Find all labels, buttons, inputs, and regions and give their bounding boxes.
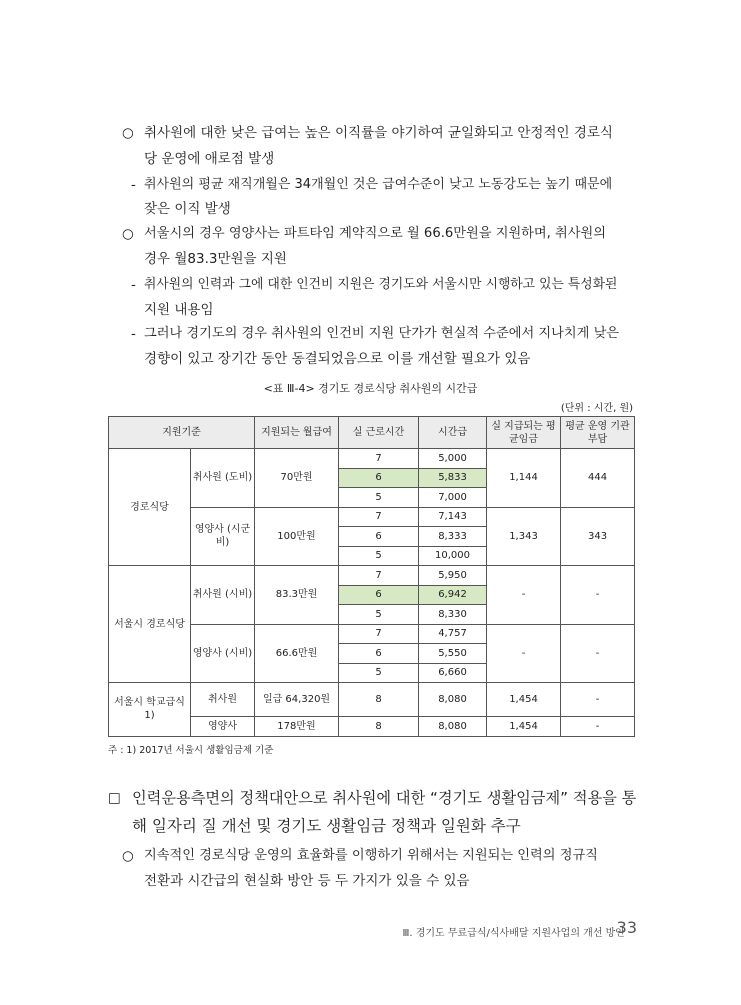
- bullet-text: 취사원의 평균 재직개월은 34개월인 것은 급여수준이 낮고 노동강도는 높기 때문에: [144, 177, 613, 192]
- circle-bullet-icon: ○: [122, 226, 134, 242]
- wage-cell: 8,330: [419, 605, 487, 625]
- wage-cell: 7,000: [419, 488, 487, 508]
- hours-cell: 5: [339, 488, 419, 508]
- type-cell: 취사원 (시비): [191, 566, 255, 625]
- section-text: 해 일자리 질 개선 및 경기도 생활임금 정책과 일원화 추구: [132, 817, 521, 835]
- wage-cell: 8,333: [419, 527, 487, 547]
- bullet-text: 서울시의 경우 영양사는 파트타임 계약직으로 월 66.6만원을 지원하며, 취사원의: [144, 226, 607, 241]
- hours-cell: 7: [339, 507, 419, 527]
- header-avg-wage: 실 지급되는 평균임금: [487, 417, 561, 449]
- hours-cell: 5: [339, 605, 419, 625]
- table-header-row: [109, 417, 635, 449]
- header-monthly-pay: 지원되는 월급여: [255, 417, 339, 449]
- table-footnote: 주 : 1) 2017년 서울시 생활임금제 기준: [108, 745, 274, 756]
- table-row: [109, 566, 635, 586]
- table-caption: <표 Ⅲ-4> 경기도 경로식당 취사원의 시간급: [263, 382, 478, 395]
- burden-cell: -: [561, 624, 635, 683]
- hours-cell: 5: [339, 663, 419, 683]
- wage-cell: 6,942: [419, 585, 487, 605]
- table-unit: (단위 : 시간, 원): [560, 403, 633, 414]
- table-row: [109, 683, 635, 717]
- header-burden: 평균 운영 기관부담: [561, 417, 635, 449]
- header-hourly-wage: 시간급: [419, 417, 487, 449]
- bullet-text: 지속적인 경로식당 운영의 효율화를 이행하기 위해서는 지원되는 인력의 정규직: [144, 848, 598, 863]
- group-label: 경로식당: [109, 449, 191, 566]
- bullet-text: 지원 내용임: [144, 302, 214, 318]
- square-bullet-icon: □: [108, 790, 121, 806]
- wage-cell: 5,833: [419, 468, 487, 488]
- bullet-text: 전환과 시간급의 현실화 방안 등 두 가지가 있을 수 있음: [144, 873, 470, 889]
- avg-cell: 1,343: [487, 507, 561, 566]
- hours-cell: 5: [339, 546, 419, 566]
- avg-cell: -: [487, 624, 561, 683]
- wage-table: [108, 416, 635, 737]
- hours-cell: 6: [339, 527, 419, 547]
- bullet-text: 잦은 이직 발생: [144, 201, 231, 217]
- type-cell: 영양사 (시군비): [191, 507, 255, 566]
- pay-cell: 70만원: [255, 449, 339, 508]
- wage-cell: 5,000: [419, 449, 487, 469]
- hours-cell: 6: [339, 644, 419, 664]
- burden-cell: -: [561, 566, 635, 625]
- hours-cell: 6: [339, 585, 419, 605]
- hours-cell: 7: [339, 566, 419, 586]
- wage-cell: 8,080: [419, 683, 487, 717]
- wage-cell: 7,143: [419, 507, 487, 527]
- type-cell: 영양사 (시비): [191, 624, 255, 683]
- pay-cell: 일급 64,320원: [255, 683, 339, 717]
- dash-bullet: -: [131, 277, 136, 293]
- bullet-text: 경향이 있고 장기간 동안 동결되었음으로 이를 개선할 필요가 있음: [144, 351, 531, 367]
- avg-cell: 1,144: [487, 449, 561, 508]
- wage-cell: 5,950: [419, 566, 487, 586]
- section-text: 인력운용측면의 정책대안으로 취사원에 대한 “경기도 생활임금제” 적용을 통: [132, 789, 637, 807]
- hours-cell: 8: [339, 717, 419, 737]
- circle-bullet-icon: ○: [122, 848, 134, 864]
- dash-bullet: -: [131, 326, 136, 342]
- bullet-text: 경우 월83.3만원을 지원: [144, 251, 287, 267]
- group-label: 서울시 학교급식1): [109, 683, 191, 737]
- wage-cell: 6,660: [419, 663, 487, 683]
- group-label: 서울시 경로식당: [109, 566, 191, 683]
- type-cell: 취사원: [191, 683, 255, 717]
- bullet-text: 취사원에 대한 낮은 급여는 높은 이직률을 야기하여 균일화되고 안정적인 경로식: [144, 125, 613, 141]
- type-cell: 취사원 (도비): [191, 449, 255, 508]
- hours-cell: 7: [339, 449, 419, 469]
- type-cell: 영양사: [191, 717, 255, 737]
- wage-cell: 10,000: [419, 546, 487, 566]
- dash-bullet: -: [131, 177, 136, 193]
- avg-cell: -: [487, 566, 561, 625]
- pay-cell: 83.3만원: [255, 566, 339, 625]
- hours-cell: 7: [339, 624, 419, 644]
- pay-cell: 178만원: [255, 717, 339, 737]
- header-criteria: 지원기준: [109, 417, 255, 449]
- bullet-text: 취사원의 인력과 그에 대한 인건비 지원은 경기도와 서울시만 시행하고 있는 특성화된: [144, 277, 618, 292]
- bullet-text: 그러나 경기도의 경우 취사원의 인건비 지원 단가가 현실적 수준에서 지나치게 낮은: [144, 326, 620, 341]
- page-number: 33: [616, 918, 637, 937]
- burden-cell: 343: [561, 507, 635, 566]
- hours-cell: 8: [339, 683, 419, 717]
- wage-cell: 5,550: [419, 644, 487, 664]
- circle-bullet-icon: ○: [122, 125, 134, 141]
- avg-cell: 1,454: [487, 717, 561, 737]
- avg-cell: 1,454: [487, 683, 561, 717]
- burden-cell: 444: [561, 449, 635, 508]
- table-row: [109, 449, 635, 469]
- pay-cell: 100만원: [255, 507, 339, 566]
- running-footer: Ⅲ. 경기도 무료급식/식사배달 지원사업의 개선 방안: [402, 928, 625, 939]
- pay-cell: 66.6만원: [255, 624, 339, 683]
- burden-cell: -: [561, 683, 635, 717]
- wage-cell: 4,757: [419, 624, 487, 644]
- wage-cell: 8,080: [419, 717, 487, 737]
- bullet-text: 당 운영에 애로점 발생: [144, 151, 275, 167]
- header-hours: 실 근로시간: [339, 417, 419, 449]
- burden-cell: -: [561, 717, 635, 737]
- hours-cell: 6: [339, 468, 419, 488]
